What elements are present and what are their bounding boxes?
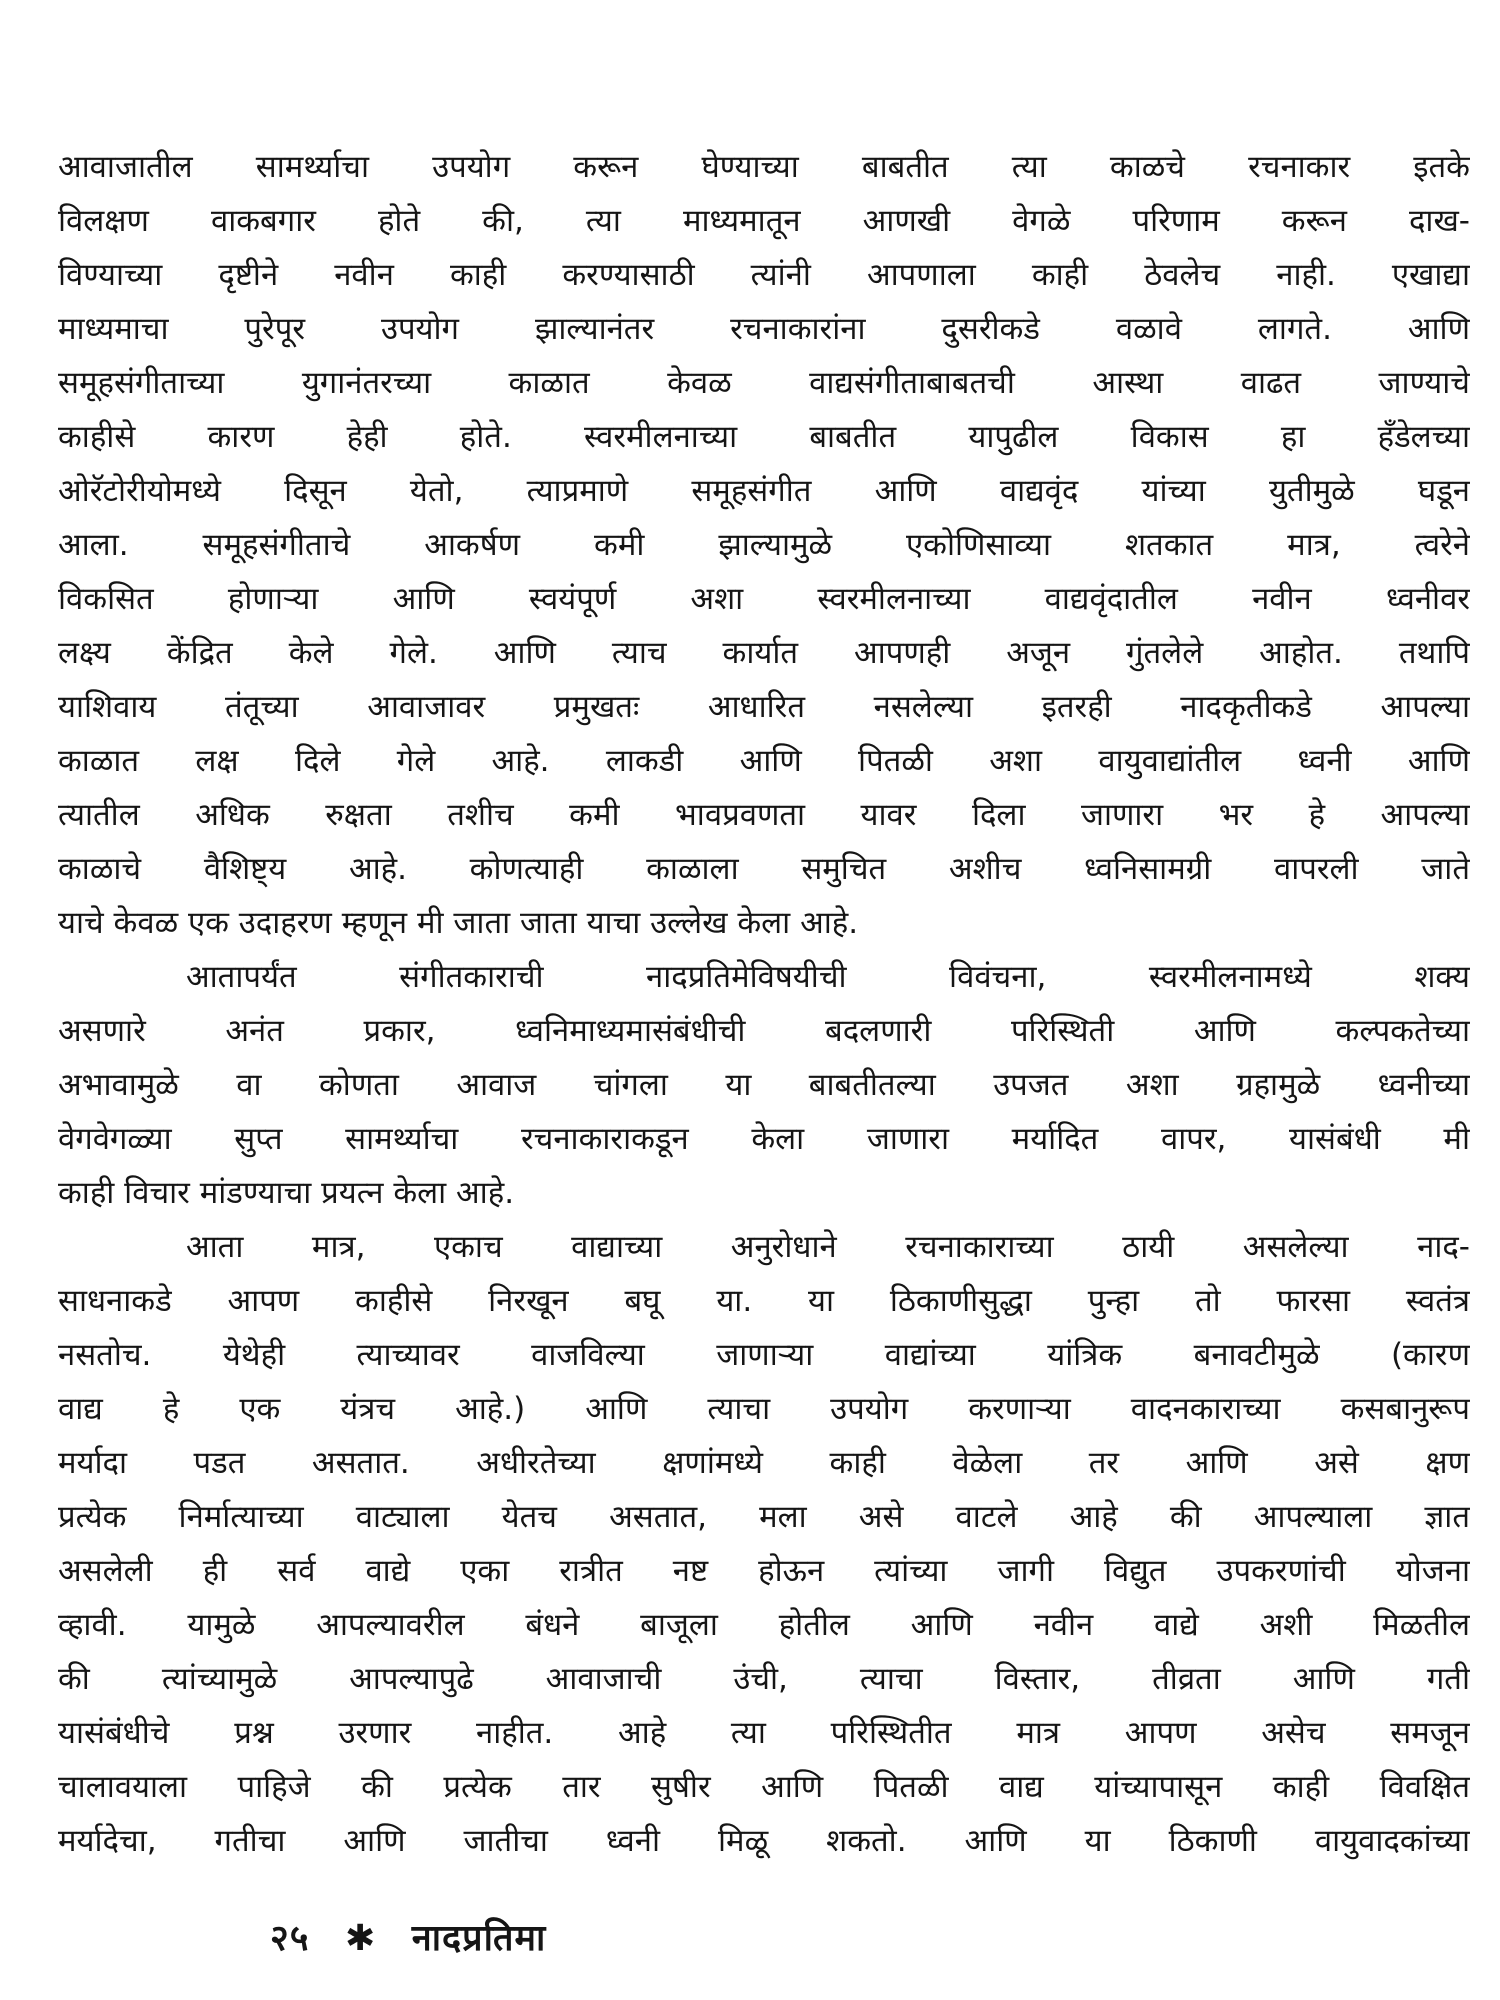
text-line: व्हावी. यामुळे आपल्यावरील बंधने बाजूला होतील आणि नवीन वाद्ये अशी मिळतील <box>58 1607 1470 1643</box>
text-line: आता मात्र, एकाच वाद्याच्या अनुरोधाने रचनाकाराच्या ठायी असलेल्या नाद- <box>186 1229 1470 1265</box>
text-line: त्यातील अधिक रुक्षता तशीच कमी भावप्रवणता यावर दिला जाणारा भर हे आपल्या <box>58 797 1470 833</box>
text-line: चालावयाला पाहिजे की प्रत्येक तार सुषीर आणि पितळी वाद्य यांच्यापासून काही विवक्षित <box>58 1769 1470 1805</box>
text-line: आतापर्यंत संगीतकाराची नादप्रतिमेविषयीची विवंचना, स्वरमीलनामध्ये शक्य <box>186 959 1470 995</box>
paragraph <box>58 950 1470 1220</box>
text-line: आवाजातील सामर्थ्याचा उपयोग करून घेण्याच्या बाबतीत त्या काळचे रचनाकार इतके <box>58 149 1470 185</box>
text-line: काही विचार मांडण्याचा प्रयत्न केला आहे. <box>58 1175 515 1211</box>
text-line: असणारे अनंत प्रकार, ध्वनिमाध्यमासंबंधीची बदलणारी परिस्थिती आणि कल्पकतेच्या <box>58 1013 1470 1049</box>
page-footer <box>270 1912 568 1961</box>
paragraph <box>58 1220 1470 1868</box>
text-line: याचे केवळ एक उदाहरण म्हणून मी जाता जाता याचा उल्लेख केला आहे. <box>58 905 859 941</box>
text-line: ओरॅटोरीयोमध्ये दिसून येतो, त्याप्रमाणे समूहसंगीत आणि वाद्यवृंद यांच्या युतीमुळे घडून <box>58 473 1470 509</box>
text-line: यासंबंधीचे प्रश्न उरणार नाहीत. आहे त्या परिस्थितीत मात्र आपण असेच समजून <box>58 1715 1470 1751</box>
page-body <box>58 140 1470 1868</box>
text-line: लक्ष्य केंद्रित केले गेले. आणि त्याच कार्यात आपणही अजून गुंतलेले आहोत. तथापि <box>58 635 1470 671</box>
book-title: नादप्रतिमा <box>411 1918 547 1959</box>
text-line: माध्यमाचा पुरेपूर उपयोग झाल्यानंतर रचनाकारांना दुसरीकडे वळावे लागते. आणि <box>58 311 1470 347</box>
text-line: काळाचे वैशिष्ट्य आहे. कोणत्याही काळाला समुचित अशीच ध्वनिसामग्री वापरली जाते <box>58 851 1470 887</box>
text-line: काळात लक्ष दिले गेले आहे. लाकडी आणि पितळी अशा वायुवाद्यांतील ध्वनी आणि <box>58 743 1470 779</box>
text-line: अभावामुळे वा कोणता आवाज चांगला या बाबतीतल्या उपजत अशा ग्रहामुळे ध्वनीच्या <box>58 1067 1470 1103</box>
text-line: विलक्षण वाकबगार होते की, त्या माध्यमातून आणखी वेगळे परिणाम करून दाख- <box>58 203 1470 239</box>
page-number: २५ <box>270 1918 310 1959</box>
text-line: वाद्य हे एक यंत्रच आहे.) आणि त्याचा उपयोग करणाऱ्या वादनकाराच्या कसबानुरूप <box>58 1391 1470 1427</box>
text-line: वेगवेगळ्या सुप्त सामर्थ्याचा रचनाकाराकडून केला जाणारा मर्यादित वापर, यासंबंधी मी <box>58 1121 1470 1157</box>
text-line: मर्यादेचा, गतीचा आणि जातीचा ध्वनी मिळू शकतो. आणि या ठिकाणी वायुवादकांच्या <box>58 1823 1470 1859</box>
text-line: याशिवाय तंतूच्या आवाजावर प्रमुखतः आधारित नसलेल्या इतरही नादकृतीकडे आपल्या <box>58 689 1470 725</box>
text-line: काहीसे कारण हेही होते. स्वरमीलनाच्या बाबतीत यापुढील विकास हा हँडेलच्या <box>58 419 1470 455</box>
text-line: विण्याच्या दृष्टीने नवीन काही करण्यासाठी त्यांनी आपणाला काही ठेवलेच नाही. एखाद्या <box>58 257 1470 293</box>
text-line: आला. समूहसंगीताचे आकर्षण कमी झाल्यामुळे एकोणिसाव्या शतकात मात्र, त्वरेने <box>58 527 1470 563</box>
text-line: नसतोच. येथेही त्याच्यावर वाजविल्या जाणाऱ्या वाद्यांच्या यांत्रिक बनावटीमुळे (कारण <box>58 1337 1470 1373</box>
text-line: मर्यादा पडत असतात. अधीरतेच्या क्षणांमध्ये काही वेळेला तर आणि असे क्षण <box>58 1445 1470 1481</box>
text-line: प्रत्येक निर्मात्याच्या वाट्याला येतच असतात, मला असे वाटले आहे की आपल्याला ज्ञात <box>58 1499 1470 1535</box>
text-line: की त्यांच्यामुळे आपल्यापुढे आवाजाची उंची, त्याचा विस्तार, तीव्रता आणि गती <box>58 1661 1470 1697</box>
paragraph <box>58 140 1470 950</box>
text-line: समूहसंगीताच्या युगानंतरच्या काळात केवळ वाद्यसंगीताबाबतची आस्था वाढत जाण्याचे <box>58 365 1470 401</box>
footer-separator: ✱ <box>345 1918 377 1959</box>
text-line: साधनाकडे आपण काहीसे निरखून बघू या. या ठिकाणीसुद्धा पुन्हा तो फारसा स्वतंत्र <box>58 1283 1470 1319</box>
text-line: विकसित होणाऱ्या आणि स्वयंपूर्ण अशा स्वरमीलनाच्या वाद्यवृंदातील नवीन ध्वनीवर <box>58 581 1470 617</box>
text-line: असलेली ही सर्व वाद्ये एका रात्रीत नष्ट होऊन त्यांच्या जागी विद्युत उपकरणांची योजना <box>58 1553 1470 1589</box>
